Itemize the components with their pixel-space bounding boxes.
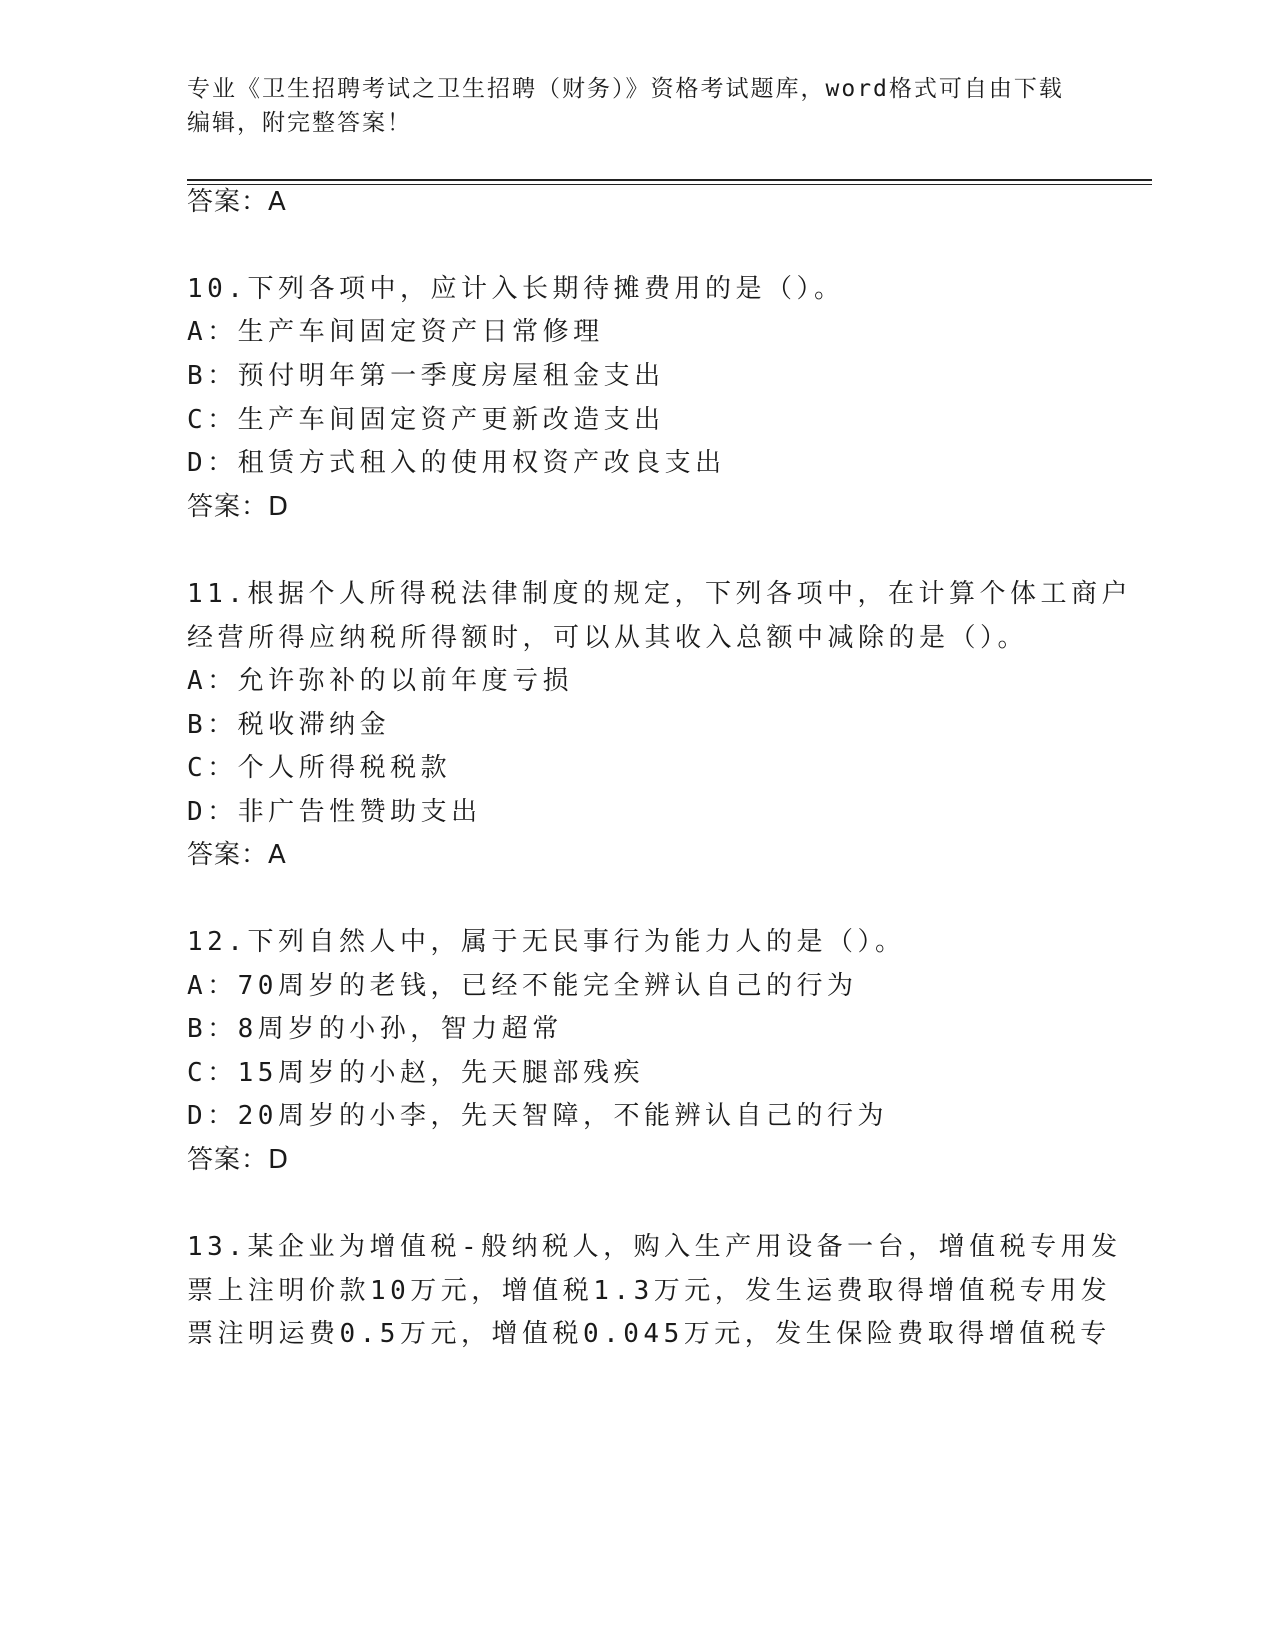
question-13-text-line-1: 13.某企业为增值税-般纳税人，购入生产用设备一台，增值税专用发 — [187, 1232, 1122, 1262]
header-line-1: 专业《卫生招聘考试之卫生招聘（财务）》资格考试题库，word格式可自由下载 — [187, 76, 1064, 102]
question-12-option-c: C：15周岁的小赵，先天腿部残疾 — [187, 1058, 644, 1088]
question-10-answer: 答案：D — [187, 492, 290, 522]
answer-previous: 答案：A — [187, 187, 287, 217]
header-divider-thick — [187, 179, 1152, 181]
question-12-text: 12.下列自然人中，属于无民事行为能力人的是（）。 — [187, 927, 906, 957]
question-13-text-line-3: 票注明运费0.5万元，增值税0.045万元，发生保险费取得增值税专 — [187, 1319, 1111, 1349]
question-12-answer: 答案：D — [187, 1145, 290, 1175]
question-10-option-a: A：生产车间固定资产日常修理 — [187, 317, 604, 347]
header-line-2: 编辑，附完整答案！ — [187, 110, 412, 136]
question-11-text-line-2: 经营所得应纳税所得额时，可以从其收入总额中减除的是（）。 — [187, 623, 1029, 653]
question-10-option-b: B：预付明年第一季度房屋租金支出 — [187, 361, 665, 391]
question-12-option-d: D：20周岁的小李，先天智障，不能辨认自己的行为 — [187, 1101, 888, 1131]
question-13-text-line-2: 票上注明价款10万元，增值税1.3万元，发生运费取得增值税专用发 — [187, 1276, 1112, 1306]
header-divider-thin — [187, 184, 1152, 185]
question-11-text-line-1: 11.根据个人所得税法律制度的规定，下列各项中，在计算个体工商户 — [187, 579, 1132, 609]
question-12-option-b: B：8周岁的小孙，智力超常 — [187, 1014, 563, 1044]
question-11-option-c: C：个人所得税税款 — [187, 753, 452, 783]
question-11-option-b: B：税收滞纳金 — [187, 710, 391, 740]
question-11-option-a: A：允许弥补的以前年度亏损 — [187, 666, 574, 696]
question-12-option-a: A：70周岁的老钱，已经不能完全辨认自己的行为 — [187, 971, 858, 1001]
question-10-option-d: D：租赁方式租入的使用权资产改良支出 — [187, 448, 726, 478]
question-11-option-d: D：非广告性赞助支出 — [187, 797, 482, 827]
question-10-text: 10.下列各项中，应计入长期待摊费用的是（）。 — [187, 274, 845, 304]
document-header — [187, 72, 1087, 140]
question-10-option-c: C：生产车间固定资产更新改造支出 — [187, 405, 665, 435]
question-11-answer: 答案：A — [187, 840, 287, 870]
